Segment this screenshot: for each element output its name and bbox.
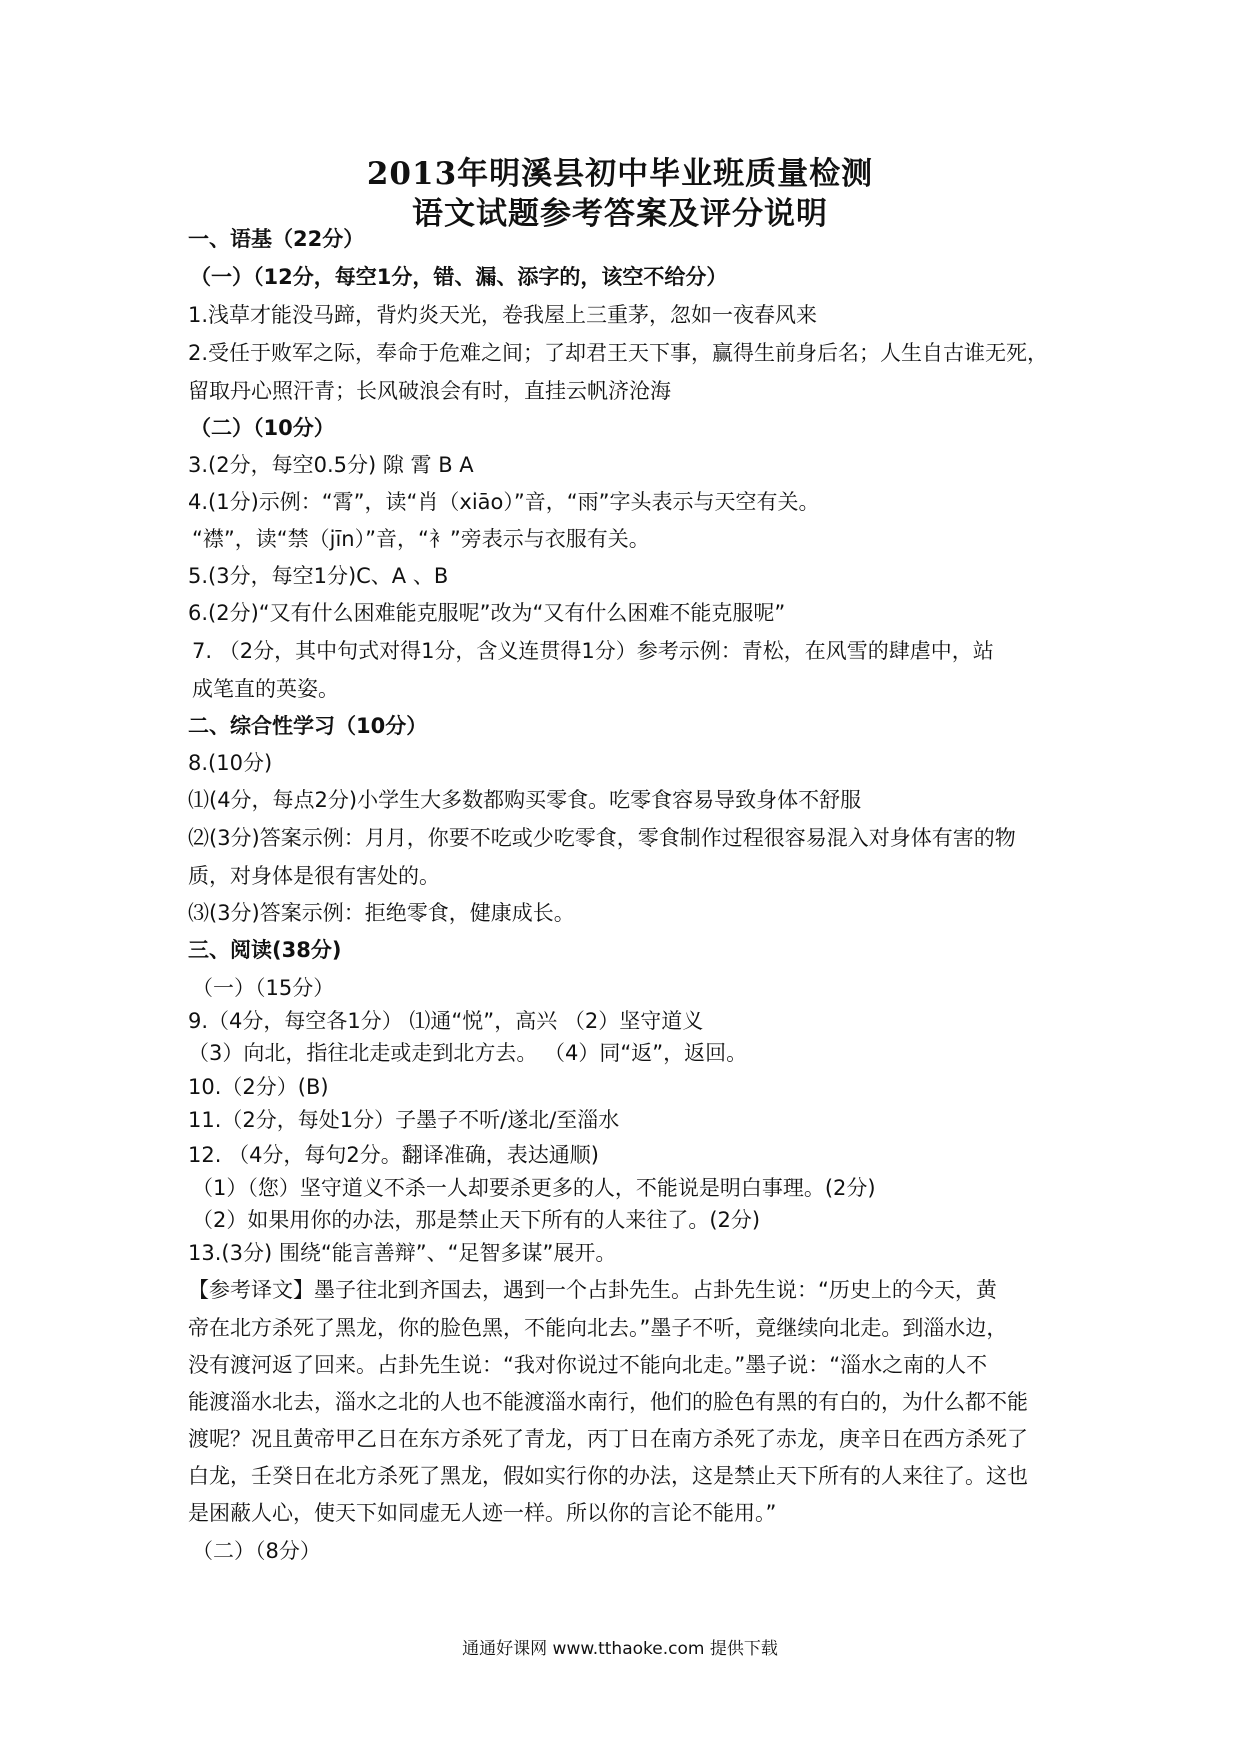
footer-source: 通通好课网 www.tthaoke.com 提供下载 [462, 1639, 778, 1659]
answer-line: 12. （4分，每句2分。翻译准确，表达通顺) [188, 1143, 599, 1167]
answer-line: 13.(3分) 围绕“能言善辩”、“足智多谋”展开。 [188, 1241, 617, 1265]
answer-line: “襟”，读“禁（jīn）”音，“衤”旁表示与衣服有关。 [192, 527, 650, 551]
subsection-heading: （一）（12分，每空1分，错、漏、添字的，该空不给分） [190, 265, 728, 289]
answer-line: 11.（2分，每处1分）子墨子不听/遂北/至淄水 [188, 1108, 620, 1132]
translation-line: 没有渡河返了回来。占卦先生说：“我对你说过不能向北走。”墨子说：“淄水之南的人不 [188, 1353, 988, 1377]
section-heading: 三、阅读(38分) [188, 938, 342, 962]
subsection-heading: （二）（8分） [192, 1539, 321, 1563]
answer-line: 3.(2分，每空0.5分) 隙 霄 B A [188, 453, 474, 477]
doc-title: 2013年明溪县初中毕业班质量检测 [366, 156, 874, 192]
answer-line: 6.(2分)“又有什么困难能克服呢”改为“又有什么困难不能克服呢” [188, 601, 786, 625]
section-heading: 二、综合性学习（10分） [188, 714, 428, 738]
answer-line: 10.（2分）(B) [188, 1075, 329, 1099]
answer-line: 8.(10分) [188, 751, 273, 775]
subsection-heading: （二）（10分） [190, 416, 335, 440]
doc-subtitle: 语文试题参考答案及评分说明 [412, 196, 828, 232]
translation-line: 白龙，壬癸日在北方杀死了黑龙，假如实行你的办法，这是禁止天下所有的人来往了。这也 [188, 1464, 1028, 1488]
answer-line: 质，对身体是很有害处的。 [188, 864, 440, 888]
answer-line: 留取丹心照汗青；长风破浪会有时，直挂云帆济沧海 [188, 379, 671, 403]
answer-line: 成笔直的英姿。 [192, 677, 339, 701]
translation-line: 帝在北方杀死了黑龙，你的脸色黑，不能向北去。”墨子不听，竟继续向北走。到淄水边， [188, 1316, 1008, 1340]
translation-line: 渡呢？况且黄帝甲乙日在东方杀死了青龙，丙丁日在南方杀死了赤龙，庚辛日在西方杀死了 [188, 1427, 1028, 1451]
answer-line: （3）向北，指往北走或走到北方去。 （4）同“返”，返回。 [188, 1041, 748, 1065]
answer-line: 2.受任于败军之际，奉命于危难之间；了却君王天下事，赢得生前身后名；人生自古谁无死， [188, 341, 1049, 365]
translation-line: 能渡淄水北去，淄水之北的人也不能渡淄水南行，他们的脸色有黑的有白的，为什么都不能 [188, 1390, 1028, 1414]
section-heading: 一、语基（22分） [188, 227, 365, 251]
answer-line: （2）如果用你的办法，那是禁止天下所有的人来往了。(2分) [192, 1208, 761, 1232]
answer-line: ⑴(4分，每点2分)小学生大多数都购买零食。吃零食容易导致身体不舒服 [188, 788, 862, 812]
answer-line: ⑶(3分)答案示例：拒绝零食，健康成长。 [188, 901, 575, 925]
answer-line: 5.(3分，每空1分)C、A 、B [188, 564, 449, 588]
answer-line: 4.(1分)示例：“霄”，读“肖（xiāo）”音，“雨”字头表示与天空有关。 [188, 490, 820, 514]
answer-line: 9.（4分，每空各1分） ⑴通“悦”，高兴 （2）坚守道义 [188, 1009, 704, 1033]
translation-line: 【参考译文】墨子往北到齐国去，遇到一个占卦先生。占卦先生说：“历史上的今天，黄 [188, 1278, 997, 1302]
subsection-heading: （一）（15分） [192, 976, 335, 1000]
answer-line: ⑵(3分)答案示例：月月，你要不吃或少吃零食，零食制作过程很容易混入对身体有害的物 [188, 826, 1016, 850]
answer-line: 1.浅草才能没马蹄，背灼炎天光，卷我屋上三重茅，忽如一夜春风来 [188, 303, 818, 327]
translation-line: 是困蔽人心，使天下如同虚无人迹一样。所以你的言论不能用。” [188, 1501, 777, 1525]
answer-line: （1）（您）坚守道义不杀一人却要杀更多的人，不能说是明白事理。(2分) [192, 1176, 876, 1200]
answer-line: 7. （2分，其中句式对得1分，含义连贯得1分）参考示例：青松，在风雪的肆虐中，站 [192, 639, 994, 663]
